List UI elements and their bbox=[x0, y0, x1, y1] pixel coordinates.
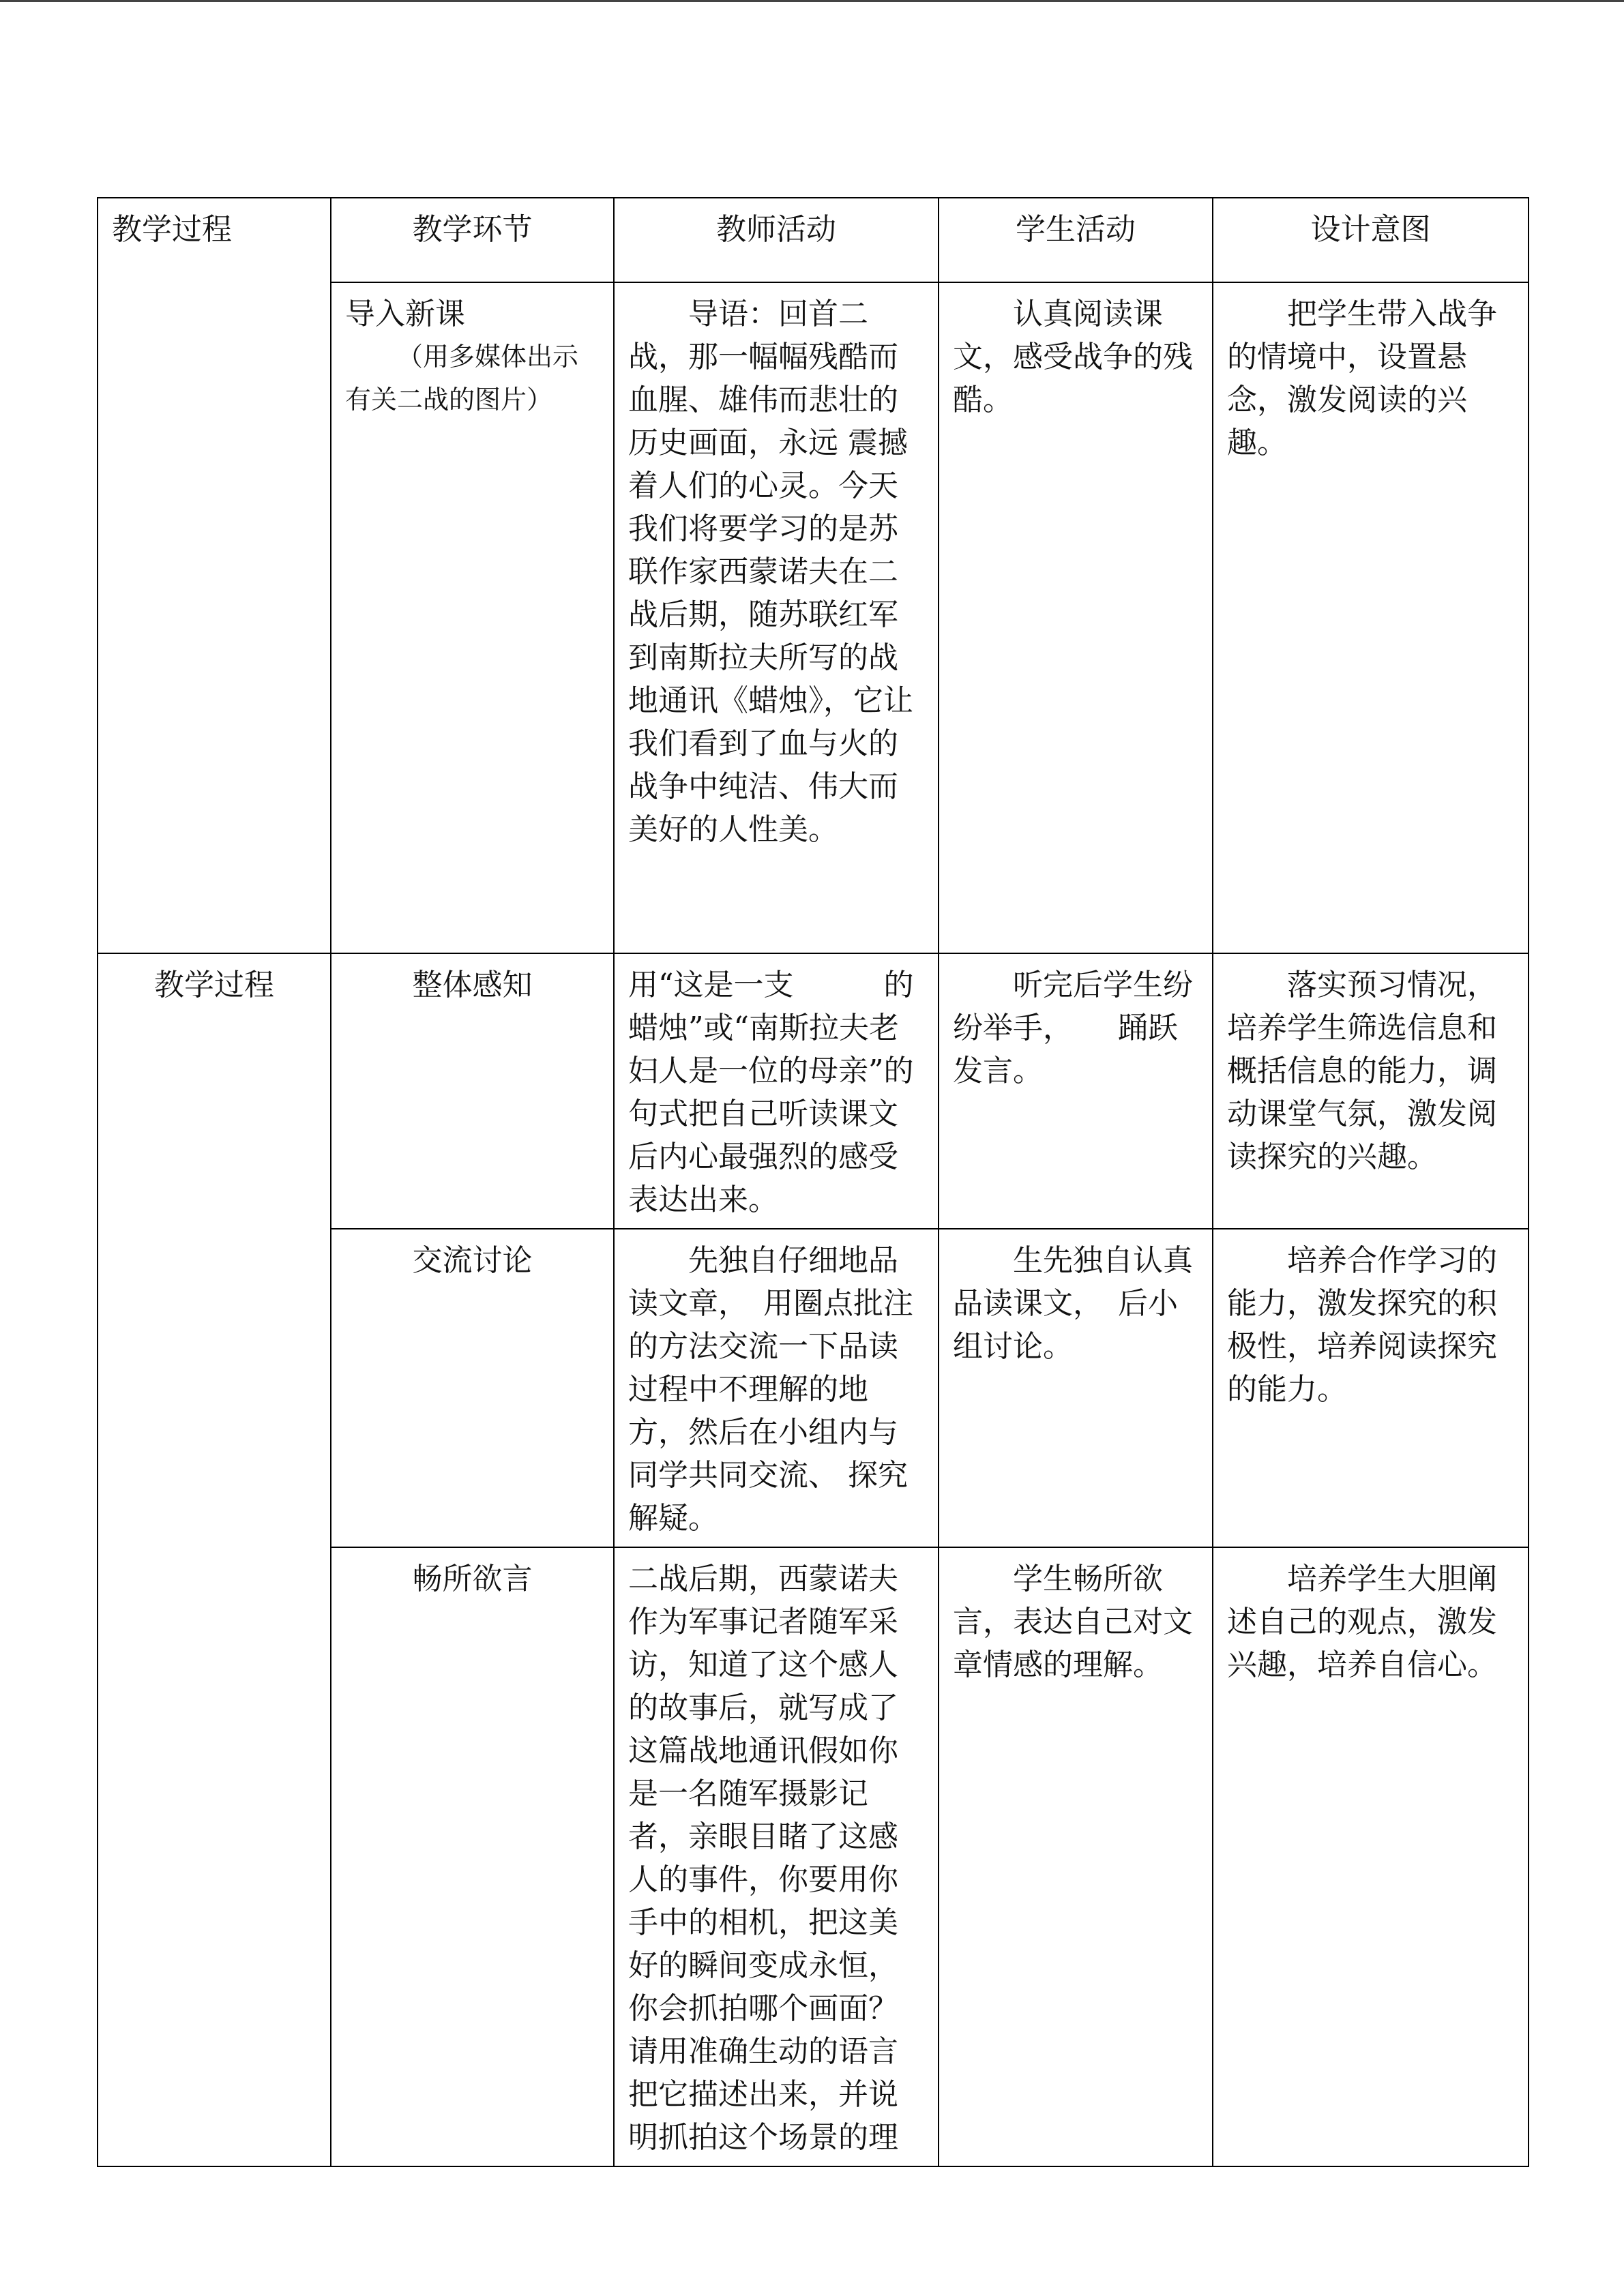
design-intent: 培养学生大胆阐述自己的观点，激发兴趣，培养自信心。 bbox=[1213, 1547, 1529, 2166]
header-row bbox=[98, 198, 1529, 282]
segment-note: （用多媒体出示有关二战的图片） bbox=[345, 342, 579, 415]
teacher-activity: 先独自仔细地品读文章， 用圈点批注的方法交流一下品读过程中不理解的地方，然后在小组内与同学共同交流、 探究解疑。 bbox=[614, 1229, 939, 1547]
process-cell-1: 教学过程 bbox=[98, 198, 331, 953]
student-activity: 学生畅所欲言，表达自己对文章情感的理解。 bbox=[939, 1547, 1213, 2166]
segment-cell: 整体感知 bbox=[331, 953, 614, 1229]
teacher-activity: 用“这是一支 的蜡烛”或“南斯拉夫老妇人是一位的母亲”的句式把自己听读课文后内心最强烈的感受表达出来。 bbox=[614, 953, 939, 1229]
design-intent: 落实预习情况，培养学生筛选信息和概括信息的能力，调动课堂气氛，激发阅读探究的兴趣。 bbox=[1213, 953, 1529, 1229]
student-activity: 听完后学生纷纷举手， 踊跃发言。 bbox=[939, 953, 1213, 1229]
header-intent: 设计意图 bbox=[1213, 198, 1529, 282]
student-activity: 生先独自认真品读课文， 后小组讨论。 bbox=[939, 1229, 1213, 1547]
header-teacher: 教师活动 bbox=[614, 198, 939, 282]
segment-cell: 交流讨论 bbox=[331, 1229, 614, 1547]
header-segment: 教学环节 bbox=[331, 198, 614, 282]
design-intent: 培养合作学习的能力，激发探究的积极性，培养阅读探究的能力。 bbox=[1213, 1229, 1529, 1547]
table-row bbox=[98, 953, 1529, 1229]
page-top-rule bbox=[0, 0, 1624, 2]
segment-cell: 畅所欲言 bbox=[331, 1547, 614, 2166]
process-cell-2: 教学过程 bbox=[98, 953, 331, 2166]
teacher-activity: 导语：回首二战，那一幅幅残酷而血腥、雄伟而悲壮的历史画面，永远 震撼着人们的心灵。今天我们将要学习的是苏联作家西蒙诺夫在二 战后期，随苏联红军到南斯拉夫所写的战地通讯《蜡烛》，它让我们看到了血与火的战争中纯洁、伟大而美好的人性美。 bbox=[614, 282, 939, 953]
teacher-activity: 二战后期，西蒙诺夫作为军事记者随军采访，知道了这个感人的故事后，就写成了这篇战地通讯假如你是一名随军摄影记者，亲眼目睹了这感人的事件，你要用你手中的相机，把这美好的瞬间变成永恒，你会抓拍哪个画面？请用准确生动的语言把它描述出来，并说明抓拍这个场景的理 bbox=[614, 1547, 939, 2166]
lesson-plan-table bbox=[97, 197, 1529, 2167]
segment-title: 导入新课 bbox=[345, 297, 465, 331]
design-intent: 把学生带入战争的情境中，设置悬念，激发阅读的兴趣。 bbox=[1213, 282, 1529, 953]
header-student: 学生活动 bbox=[939, 198, 1213, 282]
student-activity: 认真阅读课文，感受战争的残酷。 bbox=[939, 282, 1213, 953]
segment-cell bbox=[331, 282, 614, 953]
